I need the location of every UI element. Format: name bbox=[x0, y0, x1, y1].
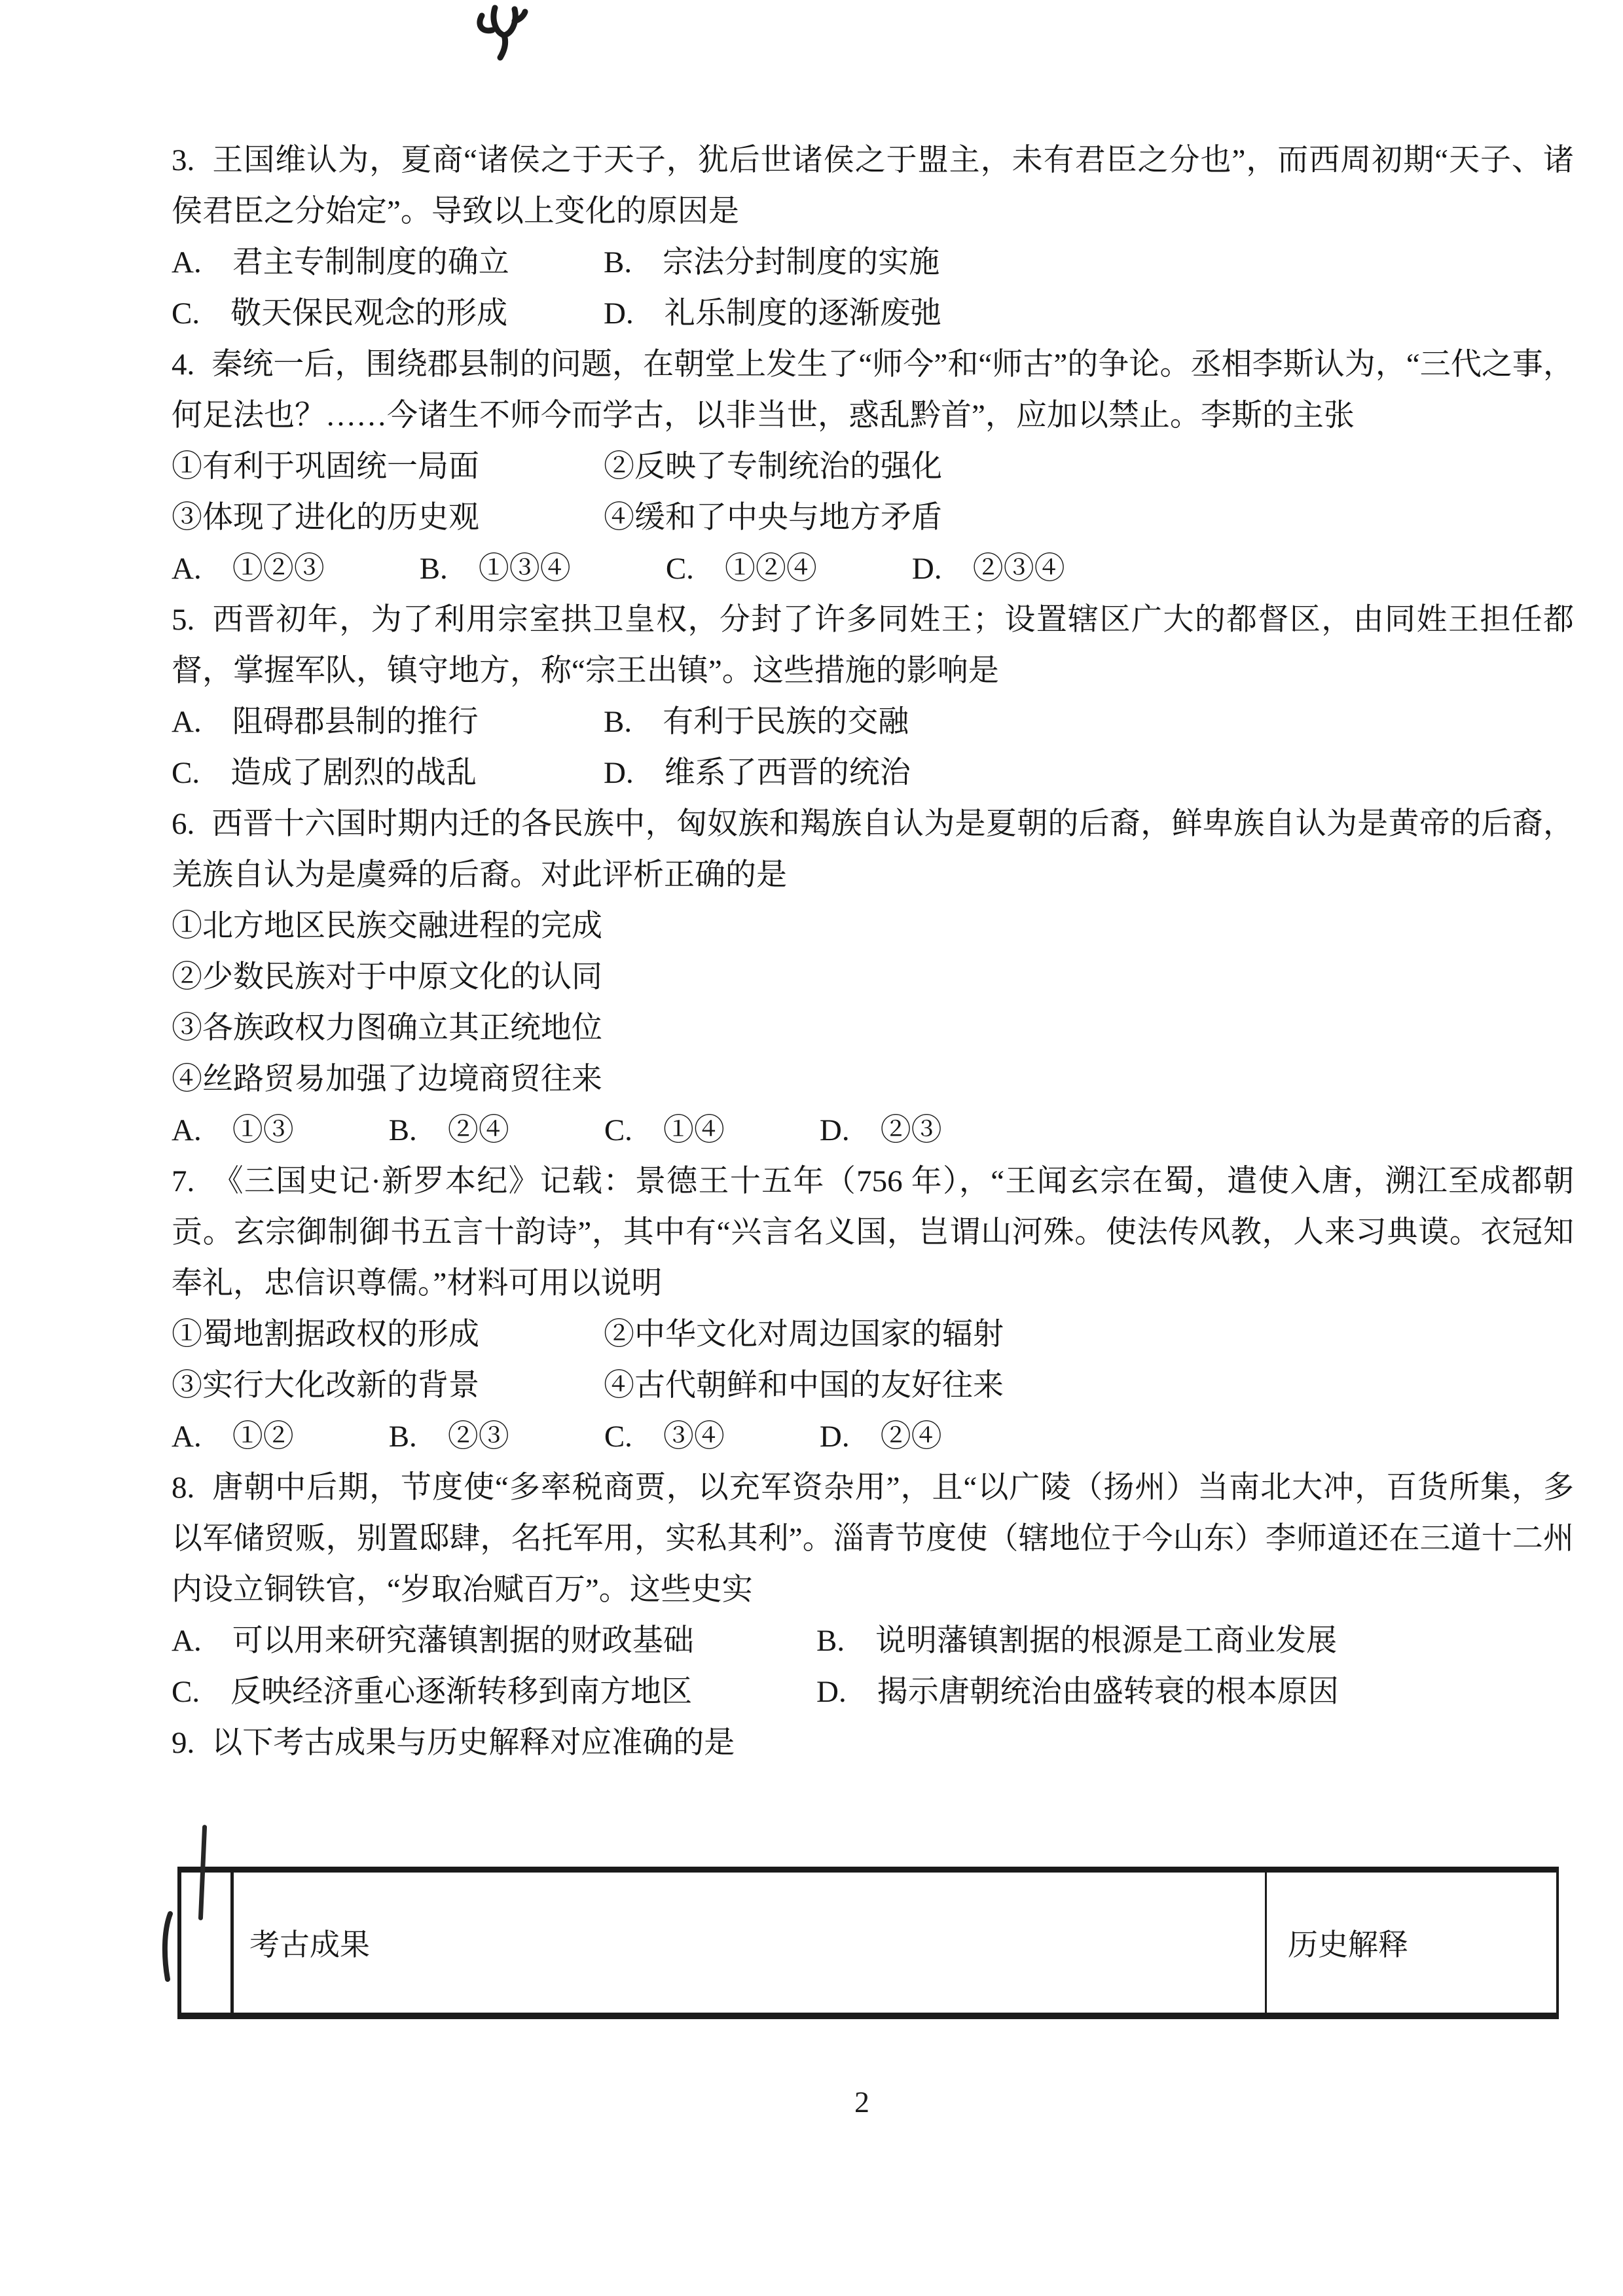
question-9-stem bbox=[172, 1717, 1574, 1768]
statement-1: ①蜀地割据政权的形成 bbox=[172, 1318, 479, 1352]
choice-b: B. ②④ bbox=[388, 1113, 509, 1147]
question-9-table bbox=[177, 1867, 1559, 2019]
option-b: B. 有利于民族的交融 bbox=[604, 705, 909, 739]
option-a: A. 阻碍郡县制的推行 bbox=[172, 705, 479, 739]
question-3-stem bbox=[172, 135, 1574, 237]
question-9-number: 9. bbox=[172, 1726, 195, 1760]
option-a: A. 可以用来研究藩镇割据的财政基础 bbox=[172, 1624, 694, 1658]
question-3-number: 3. bbox=[172, 143, 195, 177]
question-3 bbox=[172, 135, 1574, 339]
question-7-choices bbox=[172, 1411, 1574, 1462]
option-b: B. 宗法分封制度的实施 bbox=[604, 245, 940, 279]
option-c: C. 反映经济重心逐渐转移到南方地区 bbox=[172, 1675, 693, 1709]
question-6-text: 西晋十六国时期内迁的各民族中，匈奴族和羯族自认为是夏朝的后裔，鲜卑族自认为是黄帝的后裔，羌族自认为是虞舜的后裔。对此评析正确的是 bbox=[172, 807, 1574, 892]
statement-3: ③各族政权力图确立其正统地位 bbox=[172, 1011, 602, 1045]
question-8-number: 8. bbox=[172, 1471, 195, 1505]
question-8 bbox=[172, 1462, 1574, 1717]
option-a: A. 君主专制制度的确立 bbox=[172, 245, 509, 279]
statement-4: ④丝路贸易加强了边境商贸往来 bbox=[172, 1062, 602, 1096]
question-9-text: 以下考古成果与历史解释对应准确的是 bbox=[211, 1726, 735, 1760]
choice-d: D. ②③ bbox=[819, 1113, 942, 1147]
option-d: D. 揭示唐朝统治由盛转衰的根本原因 bbox=[816, 1675, 1339, 1709]
statement-1: ①有利于巩固统一局面 bbox=[172, 450, 479, 484]
question-3-text: 王国维认为，夏商“诸侯之于天子，犹后世诸侯之于盟主，未有君臣之分也”，而西周初期“天子、诸侯君臣之分始定”。导致以上变化的原因是 bbox=[172, 143, 1574, 228]
question-5-options-row-2 bbox=[172, 747, 1574, 798]
question-4-statements-row-2 bbox=[172, 492, 1574, 543]
question-7-statements-row-2 bbox=[172, 1360, 1574, 1411]
question-5-stem bbox=[172, 594, 1574, 696]
choice-c: C. ①②④ bbox=[665, 552, 817, 586]
question-7-statements-row-1 bbox=[172, 1309, 1574, 1360]
question-5-options-row-1 bbox=[172, 696, 1574, 747]
page-number: 2 bbox=[854, 2085, 869, 2119]
statement-2: ②少数民族对于中原文化的认同 bbox=[172, 960, 602, 994]
statement-2: ②中华文化对周边国家的辐射 bbox=[604, 1318, 1004, 1352]
table-header-historical-interpretation: 历史解释 bbox=[1288, 1928, 1408, 1962]
question-8-options-row-2 bbox=[172, 1666, 1574, 1717]
choice-c: C. ①④ bbox=[604, 1113, 725, 1147]
option-d: D. 礼乐制度的逐渐废弛 bbox=[604, 296, 941, 331]
question-4 bbox=[172, 339, 1574, 594]
question-6 bbox=[172, 798, 1574, 1156]
statement-3-row bbox=[172, 1003, 1574, 1054]
choice-c: C. ③④ bbox=[604, 1420, 725, 1454]
choice-b: B. ①③④ bbox=[419, 552, 571, 586]
statement-4: ④古代朝鲜和中国的友好往来 bbox=[604, 1369, 1004, 1403]
statement-3: ③体现了进化的历史观 bbox=[172, 501, 479, 535]
question-4-stem bbox=[172, 339, 1574, 441]
question-4-choices bbox=[172, 543, 1574, 594]
question-6-number: 6. bbox=[172, 807, 195, 841]
question-8-text: 唐朝中后期，节度使“多率税商贾，以充军资杂用”，且“以广陵（扬州）当南北大冲，百货所集，多以军储贸贩，别置邸肆，名托军用，实私其利”。淄青节度使（辖地位于今山东）李师道还在三道十二州内设立铜铁官，“岁取冶赋百万”。这些史实 bbox=[172, 1471, 1574, 1607]
question-8-stem bbox=[172, 1462, 1574, 1615]
option-d: D. 维系了西晋的统治 bbox=[604, 756, 911, 790]
question-3-options-row-1 bbox=[172, 237, 1574, 288]
question-5-number: 5. bbox=[172, 603, 195, 637]
question-6-stem bbox=[172, 798, 1574, 901]
question-7-stem bbox=[172, 1156, 1574, 1309]
question-7-number: 7. bbox=[172, 1164, 195, 1198]
handwritten-squiggle-mark bbox=[473, 1, 533, 62]
statement-3: ③实行大化改新的背景 bbox=[172, 1369, 479, 1403]
statement-2-row bbox=[172, 952, 1574, 1003]
question-7-text: 《三国史记·新罗本纪》记载：景德王十五年（756 年），“王闻玄宗在蜀，遣使入唐，溯江至成都朝贡。玄宗御制御书五言十韵诗”，其中有“兴言名义国，岂谓山河殊。使法传风教，人来习典谟。衣冠知奉礼，忠信识尊儒。”材料可用以说明 bbox=[172, 1164, 1574, 1300]
option-c: C. 造成了剧烈的战乱 bbox=[172, 756, 477, 790]
question-list bbox=[172, 135, 1574, 1768]
question-3-options-row-2 bbox=[172, 288, 1574, 339]
statement-2: ②反映了专制统治的强化 bbox=[604, 450, 942, 484]
question-4-number: 4. bbox=[172, 348, 195, 382]
statement-4: ④缓和了中央与地方矛盾 bbox=[604, 501, 942, 535]
table-cell-blank bbox=[181, 1873, 234, 2013]
choice-a: A. ①②③ bbox=[172, 552, 325, 586]
question-5 bbox=[172, 594, 1574, 798]
choice-a: A. ①③ bbox=[172, 1113, 294, 1147]
question-4-statements-row-1 bbox=[172, 441, 1574, 492]
choice-d: D. ②③④ bbox=[911, 552, 1065, 586]
question-4-text: 秦统一后，围绕郡县制的问题，在朝堂上发生了“师今”和“师古”的争论。丞相李斯认为，“三代之事，何足法也？……今诸生不师今而学古，以非当世，惑乱黔首”，应加以禁止。李斯的主张 bbox=[172, 348, 1574, 433]
question-8-options-row-1 bbox=[172, 1615, 1574, 1666]
question-5-text: 西晋初年，为了利用宗室拱卫皇权，分封了许多同姓王；设置辖区广大的都督区，由同姓王担任都督，掌握军队，镇守地方，称“宗王出镇”。这些措施的影响是 bbox=[172, 603, 1574, 688]
choice-a: A. ①② bbox=[172, 1420, 294, 1454]
question-9 bbox=[172, 1717, 1574, 1768]
option-c: C. 敬天保民观念的形成 bbox=[172, 296, 508, 331]
choice-b: B. ②③ bbox=[388, 1420, 509, 1454]
statement-4-row bbox=[172, 1054, 1574, 1105]
question-6-choices bbox=[172, 1105, 1574, 1156]
table-header-archaeological-findings: 考古成果 bbox=[234, 1873, 1267, 2013]
option-b: B. 说明藩镇割据的根源是工商业发展 bbox=[816, 1624, 1338, 1658]
statement-1-row bbox=[172, 901, 1574, 952]
statement-1: ①北方地区民族交融进程的完成 bbox=[172, 909, 602, 943]
question-7 bbox=[172, 1156, 1574, 1462]
choice-d: D. ②④ bbox=[819, 1420, 942, 1454]
handwritten-numeral-1-mark bbox=[157, 1911, 177, 1983]
